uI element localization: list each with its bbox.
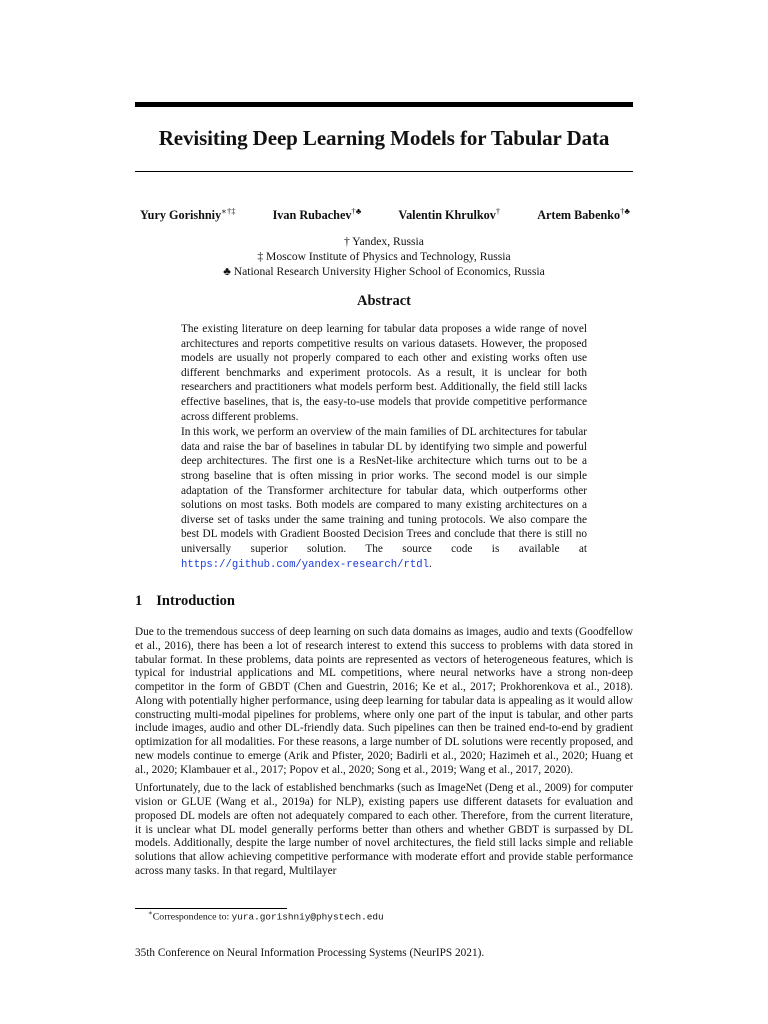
title-bottom-rule bbox=[135, 171, 633, 172]
author: Artem Babenko†♣ bbox=[537, 206, 630, 223]
affiliation: ‡ Moscow Institute of Physics and Technology, Russia bbox=[257, 250, 511, 263]
conference-note: 35th Conference on Neural Information Processing Systems (NeurIPS 2021). bbox=[135, 947, 485, 959]
correspondence-email[interactable]: yura.gorishniy@phystech.edu bbox=[231, 911, 384, 923]
author: Valentin Khrulkov† bbox=[398, 206, 501, 223]
introduction-body bbox=[135, 626, 633, 884]
author: Yury Gorishniy∗†‡ bbox=[140, 206, 236, 223]
abstract-body bbox=[181, 322, 587, 573]
title-top-rule bbox=[135, 102, 633, 107]
affiliation: ♣ National Research University Higher School of Economics, Russia bbox=[223, 265, 545, 278]
author: Ivan Rubachev†♣ bbox=[272, 206, 362, 223]
footnote: ∗Correspondence to: yura.gorishniy@phystech.edu bbox=[148, 909, 384, 923]
body-paragraph: Unfortunately, due to the lack of established benchmarks (such as ImageNet (Deng et al., 2009) for computer vision or GLUE (Wang et al., 2019a) for NLP), existing papers use different datasets for evaluation and proposed DL models are often not adequately compared to each other. Therefore, from the current literature, it is unclear what DL model generally performs better than others and whether GBDT is surpassed by DL models. Additionally, despite the large number of novel architectures, the field still lacks simple and reliable solutions that allow achieving competitive performance with moderate effort and provide stable performance across many tasks. In that regard, Multilayer bbox=[135, 782, 633, 877]
source-code-link[interactable]: https://github.com/yandex-research/rtdl bbox=[181, 558, 429, 571]
abstract-heading: Abstract bbox=[357, 293, 411, 309]
paper-title: Revisiting Deep Learning Models for Tabular Data bbox=[158, 126, 610, 150]
section-heading: 1 Introduction bbox=[135, 593, 235, 609]
body-paragraph: Due to the tremendous success of deep learning on such data domains as images, audio and texts (Goodfellow et al., 2016), there has been a lot of research interest to extend this success to problems with data stored in tabular format. In these problems, data points are represented as vectors of heterogeneous features, which is typical for industrial applications and ML competitions, where neural networks have a strong non-deep competitor in the form of GBDT (Chen and Guestrin, 2016; Ke et al., 2017; Prokhorenkova et al., 2018). Along with potentially higher performance, using deep learning for tabular data is appealing as it would allow constructing multi-modal pipelines for problems, where only one part of the input is tabular, and other parts include images, audio and other DL-friendly data. Such pipelines can then be trained end-to-end by gradient optimization for all modalities. For these reasons, a large number of DL solutions were recently proposed, and new models continue to emerge (Arik and Pfister, 2020; Badirli et al., 2020; Hazimeh et al., 2020; Huang et al., 2020; Klambauer et al., 2017; Popov et al., 2020; Song et al., 2019; Wang et al., 2017, 2020). bbox=[135, 626, 633, 776]
abstract-paragraph: The existing literature on deep learning for tabular data proposes a wide range of novel architectures and reports competitive results on various datasets. However, the proposed models are usually not properly compared to each other and existing works often use different benchmarks and experiment protocols. As a result, it is unclear for both researchers and practitioners what models perform best. Additionally, the field still lacks effective baselines, that is, the easy-to-use models that provide competitive performance across different problems. bbox=[181, 323, 587, 423]
author-list bbox=[140, 206, 630, 223]
affiliation: † Yandex, Russia bbox=[344, 235, 424, 248]
abstract-paragraph: In this work, we perform an overview of the main families of DL architectures for tabular data and raise the bar of baselines in tabular DL by identifying two simple and powerful deep architectures. The first one is a ResNet-like architecture which turns out to be a strong baseline that is often missing in prior works. The second model is our simple adaptation of the Transformer architecture for tabular data, which outperforms other solutions on most tasks. Both models are compared to many existing architectures on a diverse set of tasks under the same training and tuning protocols. We also compare the best DL models with Gradient Boosted Decision Trees and conclude that there is still no universally superior solution. The source code is available at https://github.com/yandex-research/rtdl. bbox=[181, 426, 587, 571]
affiliations bbox=[135, 234, 633, 279]
